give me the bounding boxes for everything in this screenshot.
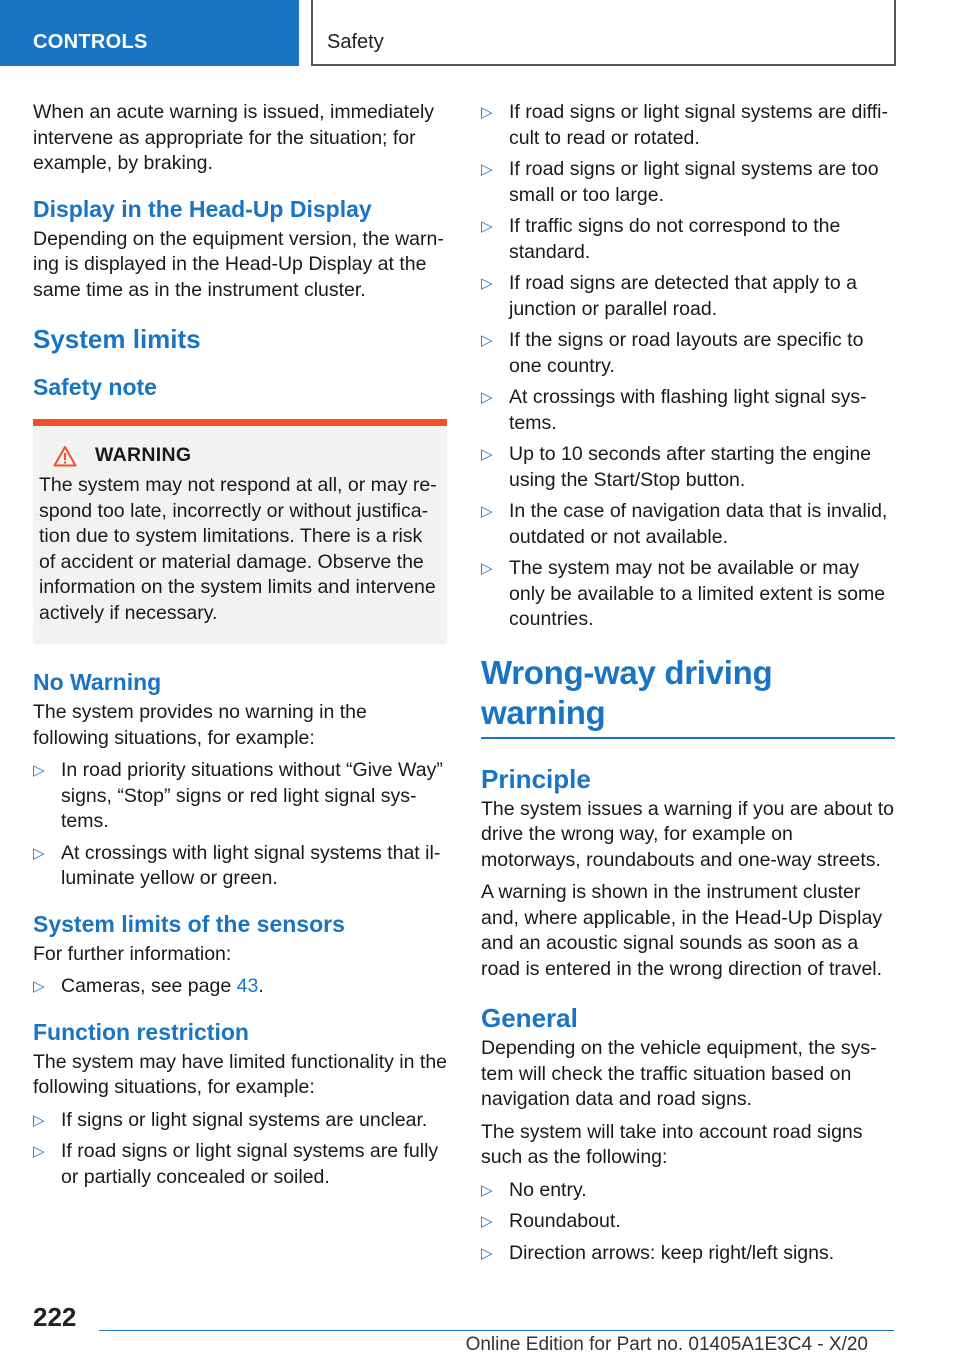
sensors-list bbox=[33, 974, 447, 1000]
list-item: ▷ Direction arrows: keep right/left signs. bbox=[481, 1241, 895, 1267]
triangle-bullet-icon: ▷ bbox=[33, 762, 45, 779]
restriction-list-continued bbox=[481, 100, 895, 633]
warning-text: The system may not respond at all, or may respond too late, incorrectly or without justification due to system limitations. There is a risk of accident or material damage. Observe the information on the system limits and intervene actively if necessary. bbox=[39, 474, 437, 624]
general-paragraph-2: The system will take into account road signs such as the following: bbox=[481, 1120, 863, 1168]
general-list bbox=[481, 1178, 895, 1267]
wrong-way-heading: Wrong-way driving warning bbox=[481, 653, 895, 739]
no-warning-heading: No Warning bbox=[33, 669, 162, 695]
edition-text: Online Edition for Part no. 01405A1E3C4 - X/20 bbox=[465, 1334, 868, 1355]
intro-paragraph: When an acute warning is issued, immediately intervene as appropriate for the situation; for example, by braking. bbox=[33, 101, 435, 174]
list-item: ▷ In road priority situations without “Give Way” signs, “Stop” signs or red light signal systems. bbox=[33, 759, 443, 832]
triangle-bullet-icon: ▷ bbox=[481, 161, 493, 178]
triangle-bullet-icon: ▷ bbox=[481, 1181, 493, 1199]
warning-title: WARNING bbox=[95, 444, 192, 466]
triangle-bullet-icon: ▷ bbox=[481, 275, 493, 292]
list-item: ▷ Up to 10 seconds after starting the engine using the Start/Stop button. bbox=[481, 443, 872, 491]
warning-triangle-icon bbox=[53, 445, 77, 467]
right-column bbox=[481, 100, 895, 1274]
list-item: ▷ The system may not be available or may only be available to a limited extent is some countries. bbox=[481, 557, 886, 630]
triangle-bullet-icon: ▷ bbox=[481, 332, 493, 349]
list-item: ▷ If road signs or light signal systems are fully or partially concealed or soiled. bbox=[33, 1140, 439, 1188]
principle-heading: Principle bbox=[481, 763, 591, 794]
no-warning-paragraph: The system provides no warning in the following situations, for example: bbox=[33, 701, 367, 749]
warning-box bbox=[33, 419, 447, 644]
list-item: ▷ Roundabout. bbox=[481, 1209, 895, 1235]
list-item: ▷ If road signs or light signal systems are too small or too large. bbox=[481, 158, 879, 206]
general-heading: General bbox=[481, 1003, 578, 1033]
triangle-bullet-icon: ▷ bbox=[481, 503, 493, 520]
safety-note-heading: Safety note bbox=[33, 374, 157, 400]
chapter-tab: CONTROLS bbox=[0, 0, 299, 66]
restriction-paragraph: The system may have limited functionality in the following situations, for example: bbox=[33, 1050, 448, 1098]
sensors-paragraph: For further information: bbox=[33, 942, 232, 965]
triangle-bullet-icon: ▷ bbox=[33, 1111, 45, 1129]
triangle-bullet-icon: ▷ bbox=[481, 1213, 493, 1230]
list-item: ▷ If signs or light signal systems are unclear. bbox=[33, 1108, 447, 1134]
page-footer bbox=[0, 1290, 960, 1362]
triangle-bullet-icon: ▷ bbox=[481, 104, 493, 121]
list-item: ▷ If traffic signs do not correspond to the standard. bbox=[481, 215, 841, 263]
restriction-heading: Function restriction bbox=[33, 1018, 249, 1045]
no-warning-list bbox=[33, 758, 447, 892]
triangle-bullet-icon: ▷ bbox=[33, 1143, 45, 1160]
list-item: ▷ At crossings with light signal systems that illuminate yellow or green. bbox=[33, 841, 441, 889]
triangle-bullet-icon: ▷ bbox=[481, 389, 493, 406]
page-link[interactable]: 43 bbox=[236, 975, 259, 997]
restriction-list bbox=[33, 1108, 447, 1191]
list-item: ▷ If road signs are detected that apply to a junction or parallel road. bbox=[481, 272, 857, 320]
hud-heading: Display in the Head-Up Display bbox=[33, 195, 372, 222]
page-header bbox=[0, 0, 960, 66]
list-item: ▷ In the case of navigation data that is invalid, outdated or not available. bbox=[481, 500, 888, 548]
warning-header bbox=[39, 444, 439, 467]
triangle-bullet-icon: ▷ bbox=[33, 844, 45, 862]
general-paragraph-1: Depending on the vehicle equipment, the system will check the traffic situation based on navigation data and road signs. bbox=[481, 1037, 877, 1110]
left-column bbox=[33, 100, 447, 1198]
list-item: ▷ If road signs or light signal systems are difficult to read or rotated. bbox=[481, 101, 888, 149]
list-item: ▷ Cameras, see page 43. bbox=[33, 974, 447, 1000]
triangle-bullet-icon: ▷ bbox=[33, 978, 45, 995]
list-item: ▷ If the signs or road layouts are specific to one country. bbox=[481, 329, 864, 377]
list-item: ▷ No entry. bbox=[481, 1178, 895, 1204]
triangle-bullet-icon: ▷ bbox=[481, 1244, 493, 1262]
principle-paragraph-1: The system issues a warning if you are about to drive the wrong way, for example on motorways, roundabouts and one-way streets. bbox=[481, 797, 894, 871]
sensors-heading: System limits of the sensors bbox=[33, 910, 345, 937]
principle-paragraph-2: A warning is shown in the instrument cluster and, where applicable, in the Head-Up Display and an acoustic signal sounds as soon as a road is entered in the wrong direction of travel. bbox=[481, 881, 883, 980]
page-number: 222 bbox=[33, 1302, 77, 1332]
hud-paragraph: Depending on the equipment version, the warning is displayed in the Head-Up Display at the same time as in the instrument cluster. bbox=[33, 227, 444, 301]
triangle-bullet-icon: ▷ bbox=[481, 446, 493, 463]
list-item: ▷ At crossings with flashing light signal systems. bbox=[481, 386, 867, 434]
footer-divider bbox=[99, 1330, 894, 1331]
triangle-bullet-icon: ▷ bbox=[481, 218, 493, 235]
triangle-bullet-icon: ▷ bbox=[481, 560, 493, 577]
section-title: Safety bbox=[311, 0, 896, 66]
system-limits-heading: System limits bbox=[33, 324, 201, 354]
